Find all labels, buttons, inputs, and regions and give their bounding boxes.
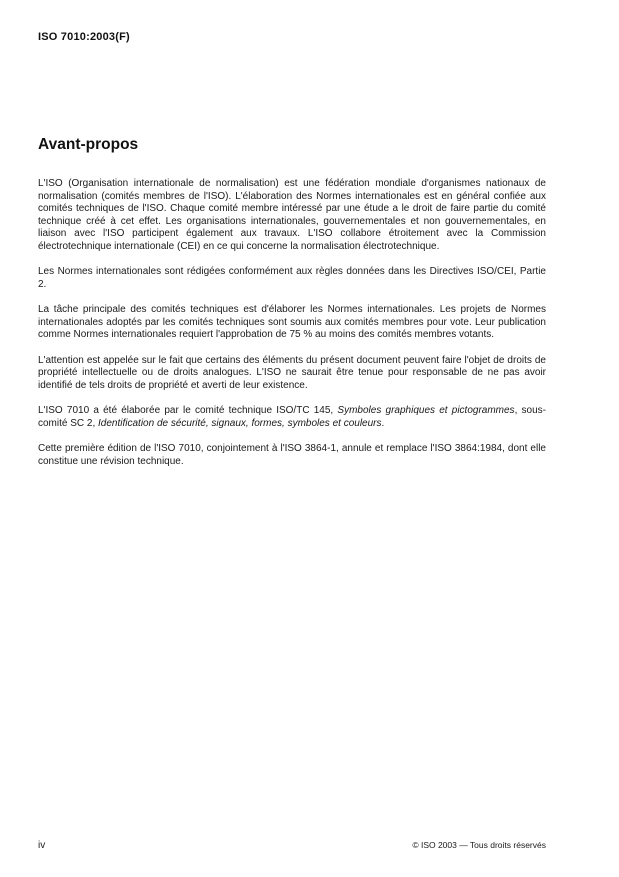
page-content (38, 0, 546, 481)
paragraph-comites-techniques: La tâche principale des comités techniques est d'élaborer les Normes internationales. Les projets de Normes internationales adoptés par les comités techniques sont soumis aux comités membres pour vote. Leur publication comme Normes internationales requiert l'approbation de 75 % au moins des comités membres votants. (38, 304, 546, 340)
paragraph-directives: Les Normes internationales sont rédigées conformément aux règles données dans les Directives ISO/CEI, Partie 2. (38, 266, 546, 290)
p5-italic-identification: Identification de sécurité, signaux, formes, symboles et couleurs (98, 417, 382, 429)
paragraph-iso-federation: L'ISO (Organisation internationale de normalisation) est une fédération mondiale d'organismes nationaux de normalisation (comités membres de l'ISO). L'élaboration des Normes internationales est en général confiée aux comités techniques de l'ISO. Chaque comité membre intéressé par une étude a le droit de faire partie du comité technique créé à cet effet. Les organisations internationales, gouvernementales et non gouvernementales, en liaison avec l'ISO participent également aux travaux. L'ISO collabore étroitement avec la Commission électrotechnique internationale (CEI) en ce qui concerne la normalisation électrotechnique. (38, 178, 546, 252)
section-title: Avant-propos (38, 136, 139, 153)
page-number: iv (38, 840, 46, 851)
p5-segment-5: . (381, 417, 385, 429)
paragraph-premiere-edition: Cette première édition de l'ISO 7010, conjointement à l'ISO 3864-1, annule et remplace l'ISO 3864:1984, dont elle constitue une révision technique. (38, 443, 546, 467)
paragraph-droits-propriete: L'attention est appelée sur le fait que certains des éléments du présent document peuvent faire l'objet de droits de propriété intellectuelle ou de droits analogues. L'ISO ne saurait être tenue pour responsable de ne pas avoir identifié de tels droits de propriété et averti de leur existence. (38, 354, 546, 391)
p5-segment-3: , sous-comité SC 2, (38, 405, 546, 429)
p5-segment-1: L'ISO 7010 a été élaborée par le comité technique ISO/TC 145, (38, 405, 338, 416)
paragraph-comite-technique-tc145 (38, 405, 546, 430)
body-text (38, 178, 546, 468)
p5-italic-symboles: Symboles graphiques et pictogrammes (337, 405, 515, 416)
document-reference-header: ISO 7010:2003(F) (38, 31, 130, 43)
copyright-notice: © ISO 2003 — Tous droits réservés (412, 840, 546, 850)
